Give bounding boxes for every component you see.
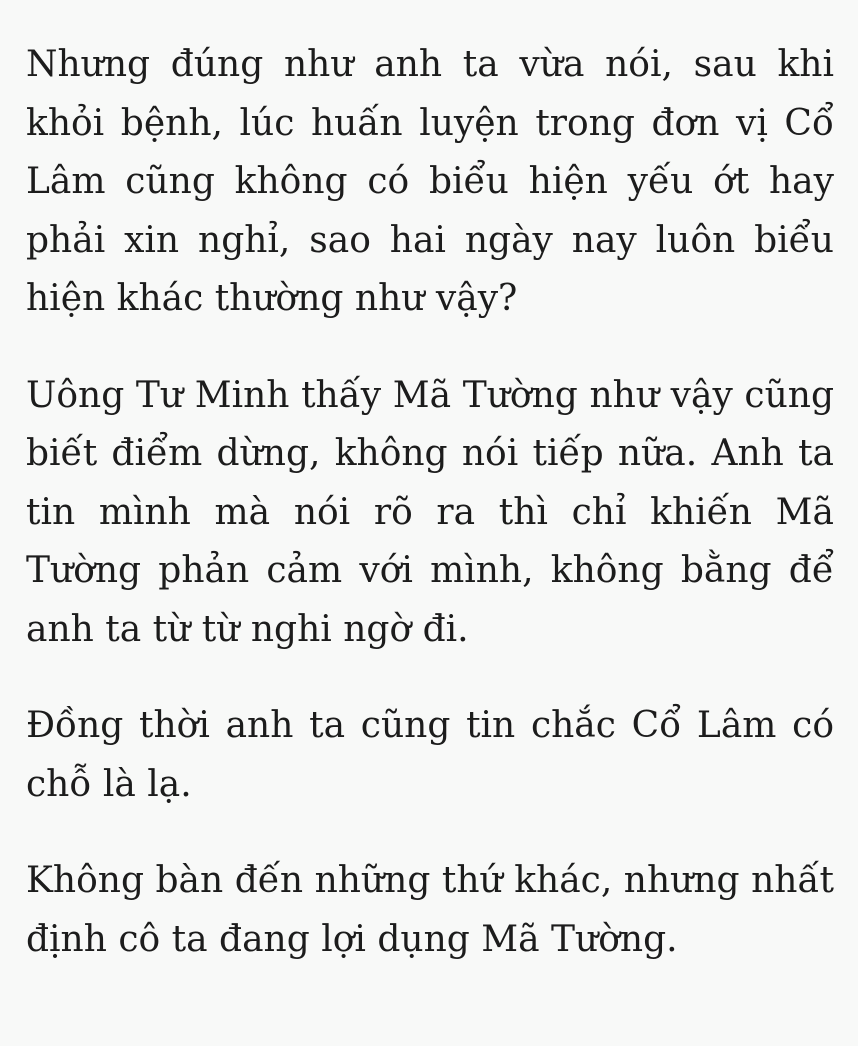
paragraph-1: Nhưng đúng như anh ta vừa nói, sau khi khỏi bệnh, lúc huấn luyện trong đơn vị Cổ Lâm cũng không có biểu hiện yếu ớt hay phải xin nghỉ, sao hai ngày nay luôn biểu hiện khác thường như vậy? bbox=[26, 44, 834, 319]
paragraph-3: Đồng thời anh ta cũng tin chắc Cổ Lâm có chỗ là lạ. bbox=[26, 705, 834, 805]
paragraph-2: Uông Tư Minh thấy Mã Tường như vậy cũng biết điểm dừng, không nói tiếp nữa. Anh ta tin mình mà nói rõ ra thì chỉ khiến Mã Tường phản cảm với mình, không bằng để anh ta từ từ nghi ngờ đi. bbox=[26, 374, 834, 650]
bottom-strip bbox=[0, 1012, 858, 1046]
paragraph-4: Không bàn đến những thứ khác, nhưng nhất định cô ta đang lợi dụng Mã Tường. bbox=[26, 860, 834, 960]
